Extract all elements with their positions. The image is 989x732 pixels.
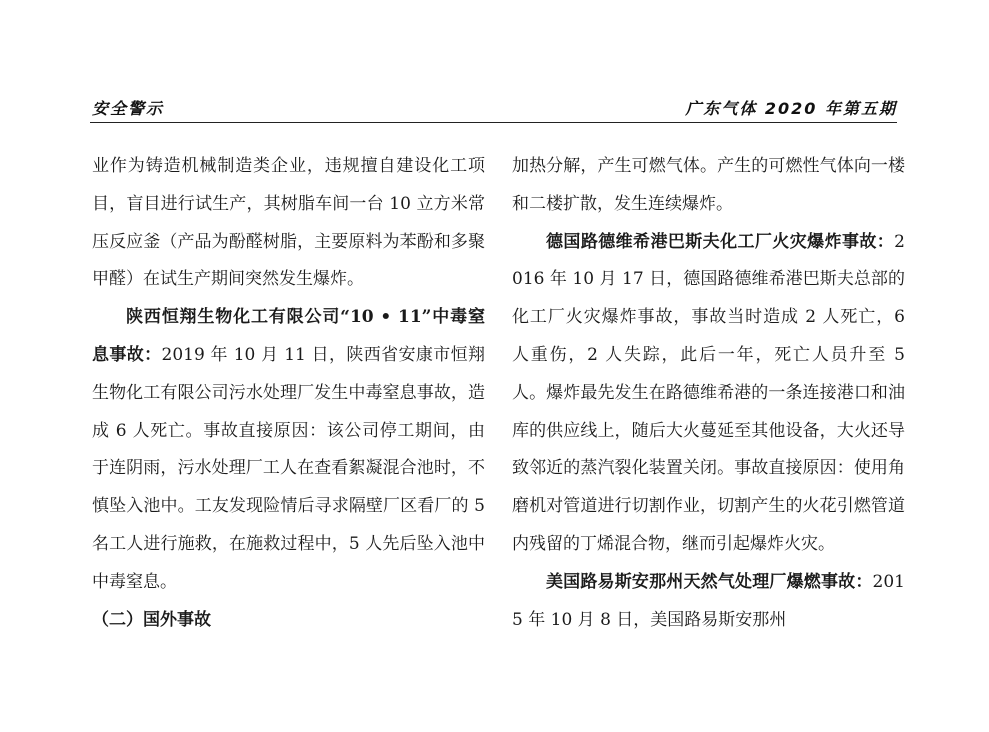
paragraph-shaanxi-accident — [92, 299, 485, 601]
accident-body-shaanxi: 2019 年 10 月 11 日，陕西省安康市恒翔生物化工有限公司污水处理厂发生中毒窒息事故，造成 6 人死亡。事故直接原因：该公司停工期间，由于连阴雨，污水处理厂工人在查看絮凝混合池时，不慎坠入池中。工友发现险情后寻求隔壁厂区看厂的 5 名工人进行施救，在施救过程中，5 人先后坠入池中中毒窒息。 — [92, 344, 486, 592]
journal-issue-label: 广东气体 2020 年第五期 — [685, 99, 897, 118]
accident-title-shaanxi: 陕西恒翔生物化工有限公司“10 • 11”中毒窒息事故： — [92, 307, 485, 365]
right-column — [512, 148, 905, 639]
left-column — [92, 148, 485, 639]
section-heading-foreign: （二）国外事故 — [92, 609, 211, 630]
paragraph-basf-accident — [512, 224, 905, 564]
paragraph-continuation: 业作为铸造机械制造类企业，违规擅自建设化工项目，盲目进行试生产，其树脂车间一台 10 立方米常压反应釜（产品为酚醛树脂，主要原料为苯酚和多聚甲醛）在试生产期间突然发生爆炸。 — [92, 156, 485, 290]
page-header — [90, 92, 897, 123]
paragraph-continuation-right: 加热分解，产生可燃气体。产生的可燃性气体向一楼和二楼扩散，发生连续爆炸。 — [512, 156, 905, 214]
accident-title-louisiana: 美国路易斯安那州天然气处理厂爆燃事故： — [546, 571, 873, 592]
accident-title-basf: 德国路德维希港巴斯夫化工厂火灾爆炸事故： — [546, 231, 895, 252]
section-label: 安全警示 — [92, 99, 165, 118]
accident-body-louisiana: 2015 年 10 月 8 日，美国路易斯安那州 — [512, 571, 905, 630]
accident-body-basf: 2016 年 10 月 17 日，德国路德维希港巴斯夫总部的化工厂火灾爆炸事故，事故当时造成 2 人死亡，6 人重伤，2 人失踪，此后一年，死亡人员升至 5 人。爆炸最先发生在路德维希港的一条连接港口和油库的供应线上，随后大火蔓延至其他设备，大火还导致邻近的蒸汽裂化装置关闭。事故直接原因：使用角磨机对管道进行切割作业，切割产生的火花引燃管道内残留的丁烯混合物，继而引起爆炸火灾。 — [512, 231, 905, 554]
paragraph-louisiana-accident — [512, 564, 905, 640]
